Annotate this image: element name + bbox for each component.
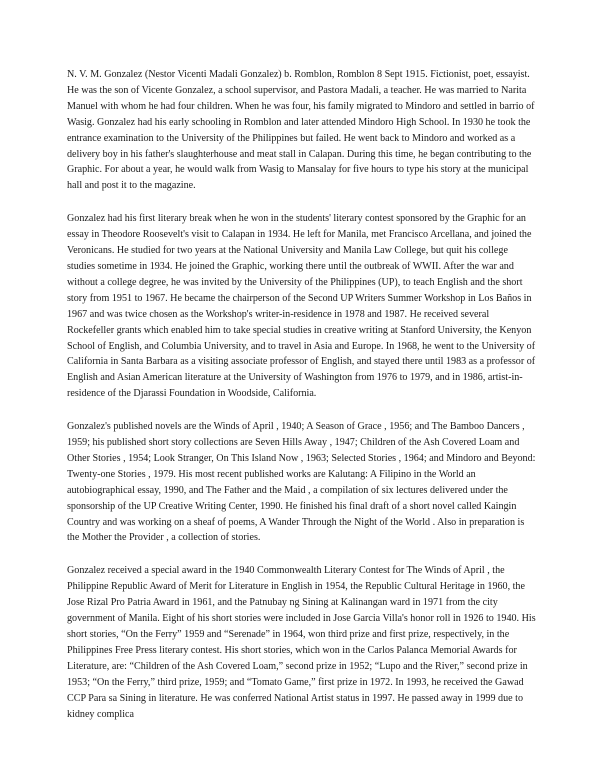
biography-paragraph-career: Gonzalez had his first literary break when he won in the students' literary contest sponsored by the Graphic for an essay in Theodore Roosevelt's visit to Calapan in 1934. He left for Manila, met Francisco Arcellana, and joined the Veronicans. He studied for two years at the National University and Manila Law College, but quit his college studies sometime in 1934. He joined the Graphic, working there until the outbreak of WWII. After the war and without a college degree, he was invited by the University of the Philippines (UP), to teach English and the short story from 1951 to 1967. He became the chairperson of the Second UP Writers Summer Workshop in Los Baños in 1967 and was twice chosen as the Workshop's writer-in-residence in 1978 and 1987. He received several Rockefeller grants which enabled him to take special studies in creative writing at Stanford University, the Kenyon School of English, and Columbia University, and to travel in Asia and Europe. In 1968, he went to the University of California in Santa Barbara as a visiting associate professor of English, and stayed there until 1983 as a professor of English and Asian American literature at the University of Washington from 1976 to 1979, and in 1986, artist-in-residence of the Djarassi Foundation in Woodside, California.: [67, 213, 536, 400]
biography-paragraph-works: Gonzalez's published novels are the Winds of April , 1940; A Season of Grace , 1956; and The Bamboo Dancers , 1959; his published short story collections are Seven Hills Away , 1947; Children of the Ash Covered Loam and Other Stories , 1954; Look Stranger, On This Island Now , 1963; Selected Stories , 1964; and Mindoro and Beyond: Twenty-one Stories , 1979. His most recent published works are Kalutang: A Filipino in the World an autobiographical essay, 1990, and The Father and the Maid , a compilation of six lectures delivered under the sponsorship of the UP Creative Writing Center, 1990. He finished his final draft of a short novel called Kaingin Country and was working on a sheaf of poems, A Wander Through the Night of the World . Also in preparation is the Mother the Provider , a collection of stories.: [67, 421, 536, 544]
biography-paragraph-awards: Gonzalez received a special award in the 1940 Commonwealth Literary Contest for The Winds of April , the Philippine Republic Award of Merit for Literature in English in 1954, the Republic Cultural Heritage in 1960, the Jose Rizal Pro Patria Award in 1961, and the Patnubay ng Sining at Kalinangan ward in 1971 from the city government of Manila. Eight of his short stories were included in Jose Garcia Villa's honor roll in 1926 to 1940. His short stories, “On the Ferry” 1959 and “Serenade” in 1964, won third prize and first prize, respectively, in the Philippines Free Press literary contest. His short stories, which won in the Carlos Palanca Memorial Awards for Literature, are: “Children of the Ash Covered Loam,” second prize in 1952; “Lupo and the River,” second prize in 1953; “On the Ferry,” third prize, 1959; and “Tomato Game,” first prize in 1972. In 1993, he received the Gawad CCP Para sa Sining in literature. He was conferred National Artist status in 1997. He passed away in 1999 due to kidney complica: [67, 565, 536, 720]
biography-paragraph-early-life: N. V. M. Gonzalez (Nestor Vicenti Madali Gonzalez) b. Romblon, Romblon 8 Sept 1915. Fictionist, poet, essayist. He was the son of Vicente Gonzalez, a school supervisor, and Pastora Madali, a teacher. He was married to Narita Manuel with whom he had four children. When he was four, his family migrated to Mindoro and settled in barrio of Wasig. Gonzalez had his early schooling in Romblon and later attended Mindoro High School. In 1930 he took the entrance examination to the University of the Philippines but failed. He went back to Mindoro and worked as a delivery boy in his father's slaughterhouse and meat stall in Calapan. During this time, he began contributing to the Graphic. For about a year, he would walk from Wasig to Mansalay for five hours to type his story at the municipal hall and post it to the magazine.: [67, 69, 535, 192]
document-page: [67, 67, 537, 739]
